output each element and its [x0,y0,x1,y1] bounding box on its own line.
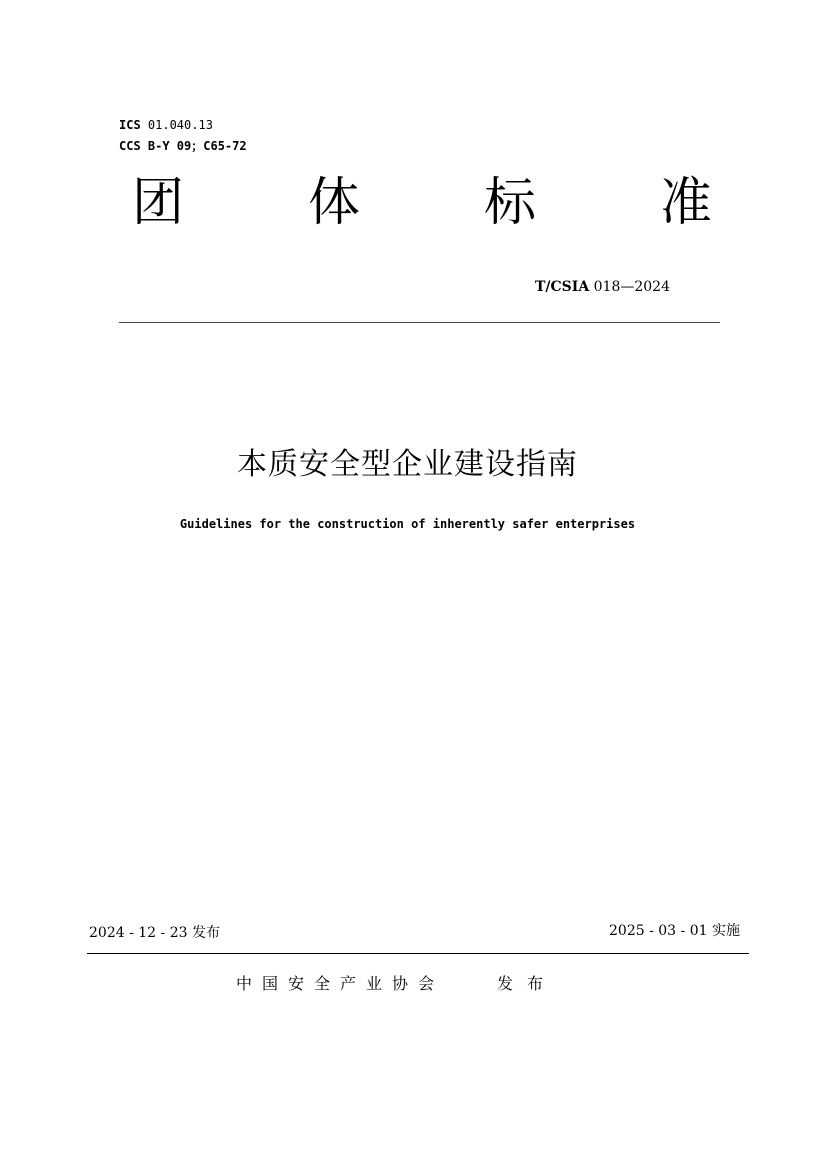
standard-code: T/CSIA [534,279,590,295]
publish-label: 发布 [497,974,558,993]
top-divider [119,322,720,323]
effective-date: 2025 - 03 - 01 实施 [609,923,740,939]
document-title-zh: 本质安全型企业建设指南 [237,447,578,482]
document-title-en: Guidelines for the construction of inherently safer enterprises [179,517,636,531]
publish-date: 2024 - 12 - 23 发布 [89,925,220,941]
ics-label: ICS [119,118,141,132]
publisher-name: 中国安全产业协会 [236,974,445,993]
title-char-1: 团 [132,173,185,233]
standard-number-value: 018—2024 [589,279,670,295]
bottom-divider [87,953,749,954]
standard-number [400,278,670,296]
title-char-4: 准 [659,173,712,233]
ics-code [119,118,213,132]
title-char-3: 标 [483,173,536,233]
ccs-code: CCS B-Y 09；C65-72 [119,139,247,153]
ics-value: 01.040.13 [140,118,213,132]
title-char-2: 体 [307,173,360,233]
standard-type-title [132,170,712,240]
